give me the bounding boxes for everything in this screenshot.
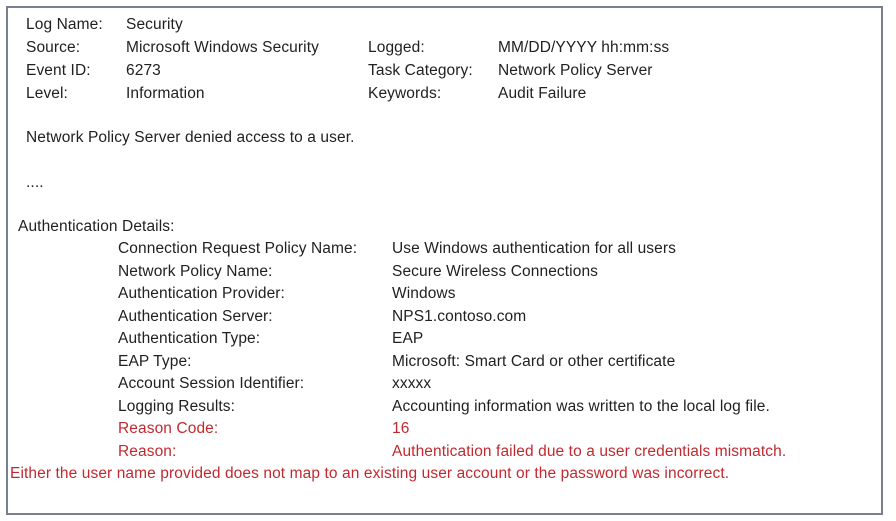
detail-row-authentication-server — [18, 306, 875, 329]
source-label: Source: — [26, 39, 81, 56]
task-category-value: Network Policy Server — [498, 62, 653, 79]
detail-label: Authentication Provider: — [118, 285, 285, 302]
keywords-value: Audit Failure — [498, 85, 587, 102]
detail-row-network-policy-name — [18, 261, 875, 284]
detail-row-logging-results — [18, 396, 875, 419]
detail-row-eap-type — [18, 351, 875, 374]
logged-value: MM/DD/YYYY hh:mm:ss — [498, 39, 670, 56]
event-description: Network Policy Server denied access to a user. — [26, 129, 355, 146]
error-explanation-note: Either the user name provided does not map to an existing user account or the password was incorrect. — [10, 465, 730, 482]
detail-value: NPS1.contoso.com — [392, 307, 527, 325]
detail-label: Logging Results: — [118, 397, 236, 415]
detail-label: Connection Request Policy Name: — [118, 240, 358, 257]
detail-label: EAP Type: — [118, 352, 192, 370]
reason-label: Reason: — [118, 442, 177, 460]
source-value: Microsoft Windows Security — [126, 39, 319, 56]
header-row-log-name — [18, 13, 875, 36]
detail-row-connection-request-policy — [18, 238, 875, 261]
detail-row-reason-code — [18, 418, 875, 441]
header-row-source-logged — [18, 36, 875, 59]
reason-code-label: Reason Code: — [118, 420, 219, 437]
detail-row-authentication-type — [18, 328, 875, 351]
detail-value: Microsoft: Smart Card or other certificate — [392, 352, 676, 370]
detail-value: EAP — [392, 330, 424, 347]
detail-value: Use Windows authentication for all users — [392, 240, 676, 257]
log-name-label: Log Name: — [26, 16, 103, 33]
detail-label: Authentication Type: — [118, 330, 261, 347]
log-name-value: Security — [126, 16, 183, 33]
header-row-level-keywords — [18, 82, 875, 105]
ellipsis-text: .... — [26, 174, 44, 191]
event-id-value: 6273 — [126, 62, 161, 79]
header-spacer — [498, 13, 875, 36]
level-label: Level: — [26, 85, 68, 102]
reason-code-value: 16 — [392, 420, 410, 437]
task-category-label: Task Category: — [368, 62, 473, 79]
event-log-details-box — [6, 6, 883, 515]
detail-label: Authentication Server: — [118, 307, 273, 325]
detail-label: Network Policy Name: — [118, 262, 273, 280]
keywords-label: Keywords: — [368, 85, 442, 102]
event-id-label: Event ID: — [26, 62, 91, 79]
authentication-details-heading: Authentication Details: — [18, 218, 175, 235]
detail-row-reason — [18, 441, 875, 464]
detail-value: Secure Wireless Connections — [392, 262, 599, 280]
detail-label: Account Session Identifier: — [118, 375, 305, 392]
authentication-details-list — [18, 238, 875, 463]
detail-value: xxxxx — [392, 375, 432, 392]
logged-label: Logged: — [368, 39, 425, 56]
header-spacer — [368, 13, 498, 36]
reason-value: Authentication failed due to a user credentials mismatch. — [392, 442, 787, 460]
event-header — [18, 13, 875, 105]
level-value: Information — [126, 85, 205, 102]
header-row-eventid-taskcategory — [18, 59, 875, 82]
detail-value: Accounting information was written to the local log file. — [392, 397, 770, 415]
detail-value: Windows — [392, 285, 456, 302]
detail-row-authentication-provider — [18, 283, 875, 306]
detail-row-account-session-identifier — [18, 373, 875, 396]
